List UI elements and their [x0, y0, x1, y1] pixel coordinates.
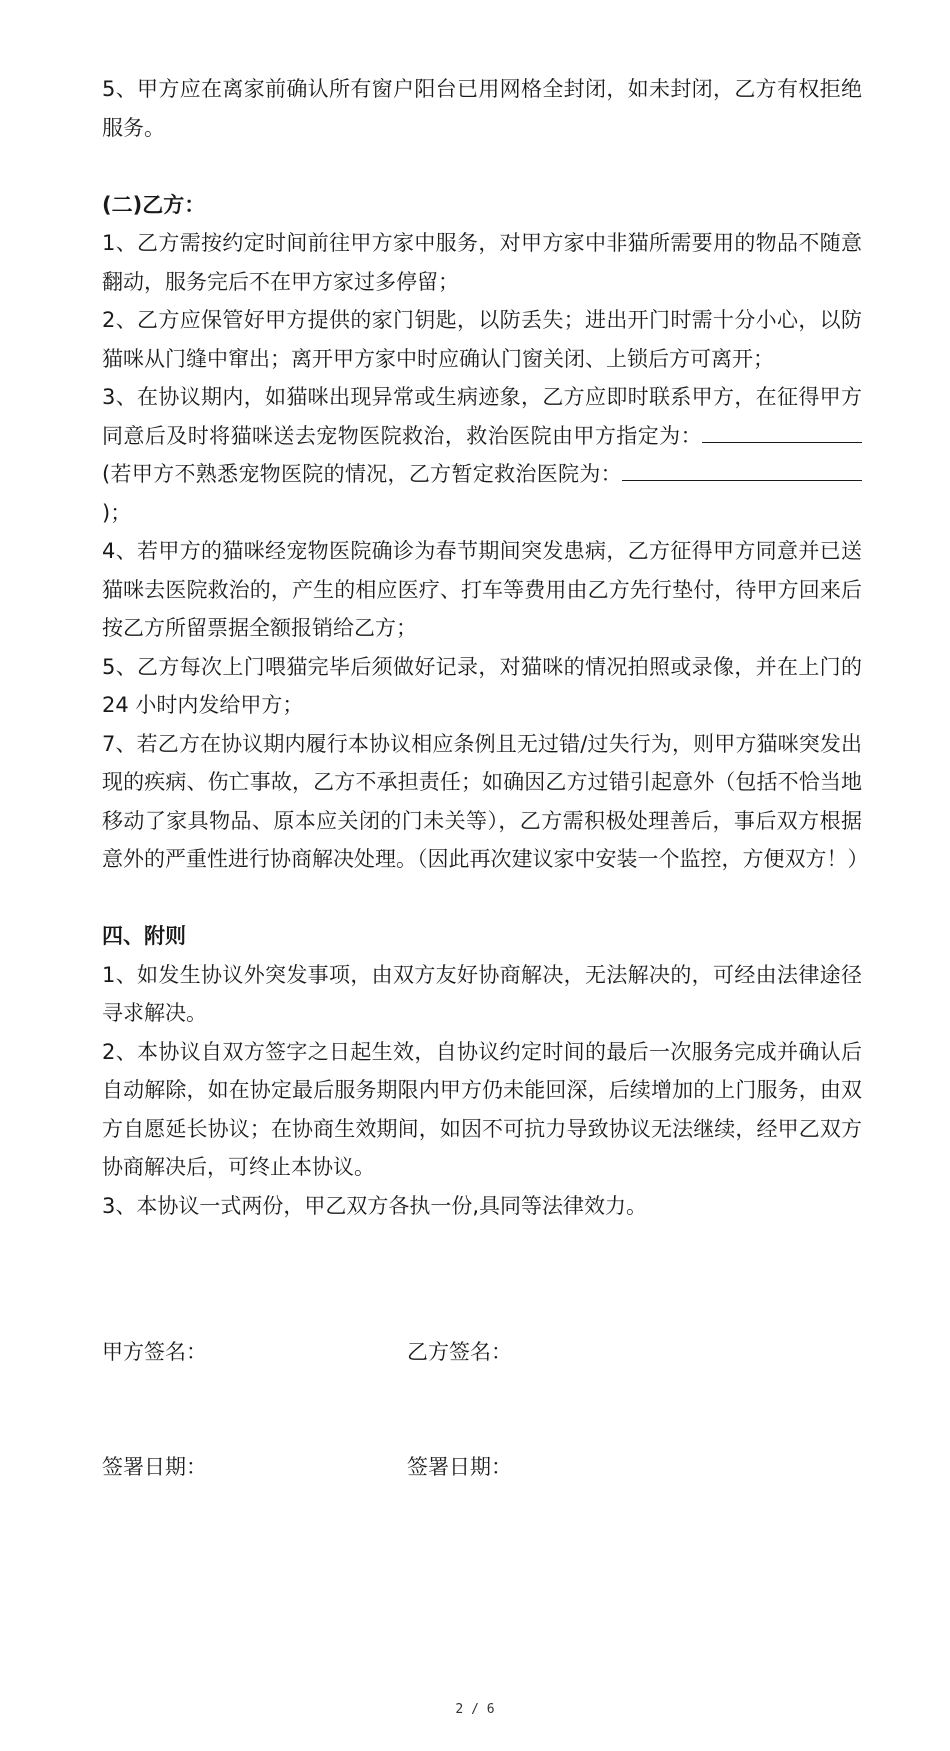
page-number: 2 / 6: [455, 1702, 495, 1717]
party-b-item-1: 1、乙方需按约定时间前往甲方家中服务，对甲方家中非猫所需要用的物品不随意翻动，服务完后不在甲方家过多停留；: [102, 231, 862, 294]
temporary-hospital-blank-field[interactable]: [622, 456, 862, 481]
party-a-signature-label: 甲方签名：: [102, 1340, 207, 1364]
party-b-heading: (二)乙方：: [102, 192, 206, 217]
spacer: [102, 879, 862, 918]
party-b-item-4: 4、若甲方的猫咪经宠物医院确诊为春节期间突发患病，乙方征得甲方同意并已送猫咪去医院救治的，产生的相应医疗、打车等费用由乙方先行垫付，待甲方回来后按乙方所留票据全额报销给乙方；: [102, 539, 862, 640]
spacer: [102, 147, 862, 186]
party-b-item-7: 7、若乙方在协议期内履行本协议相应条例且无过错/过失行为，则甲方猫咪突发出现的疾病、伤亡事故，乙方不承担责任；如确因乙方过错引起意外（包括不恰当地移动了家具物品、原本应关闭的门未关等），乙方需积极处理善后，事后双方根据意外的严重性进行协商解决处理。（因此再次建议家中安装一个监控，方便双方！）: [102, 731, 869, 871]
supplementary-heading: 四、附则: [102, 924, 186, 948]
hospital-blank-field[interactable]: [702, 418, 862, 443]
supplementary-item-2: 2、本协议自双方签字之日起生效，自协议约定时间的最后一次服务完成并确认后自动解除，如在协定最后服务期限内甲方仍未能回深，后续增加的上门服务，由双方自愿延长协议；在协商生效期间，如因不可抗力导致协议无法继续，经甲乙双方协商解决后，可终止本协议。: [102, 1039, 862, 1179]
party-b-item-5: 5、乙方每次上门喂猫完毕后须做好记录，对猫咪的情况拍照或录像，并在上门的 24 小时内发给甲方；: [102, 654, 862, 717]
party-b-date-label: 签署日期：: [407, 1455, 512, 1479]
party-b-item-3: [102, 378, 862, 532]
party-b-item-2: 2、乙方应保管好甲方提供的家门钥匙，以防丢失；进出开门时需十分小心，以防猫咪从门缝中窜出；离开甲方家中时应确认门窗关闭、上锁后方可离开；: [102, 308, 862, 371]
party-b-item-3-main: 3、在协议期内，如猫咪出现异常或生病迹象，乙方应即时联系甲方，在征得甲方同意后及时将猫咪送去宠物医院救治，救治医院由甲方指定为：: [102, 385, 862, 448]
party-a-date-label: 签署日期：: [102, 1455, 207, 1479]
supplementary-item-1: 1、如发生协议外突发事项，由双方友好协商解决，无法解决的，可经由法律途径寻求解决。: [102, 962, 862, 1025]
party-b-item-3-end: )；: [102, 500, 132, 525]
party-b-signature-label: 乙方签名：: [407, 1340, 512, 1364]
party-a-item-5: 5、甲方应在离家前确认所有窗户阳台已用网格全封闭，如未封闭，乙方有权拒绝服务。: [102, 77, 862, 140]
document-body: [102, 70, 869, 1225]
supplementary-item-3: 3、本协议一式两份，甲乙双方各执一份,具同等法律效力。: [102, 1193, 648, 1218]
party-b-item-3-note: (若甲方不熟悉宠物医院的情况，乙方暂定救治医院为：: [102, 462, 622, 486]
